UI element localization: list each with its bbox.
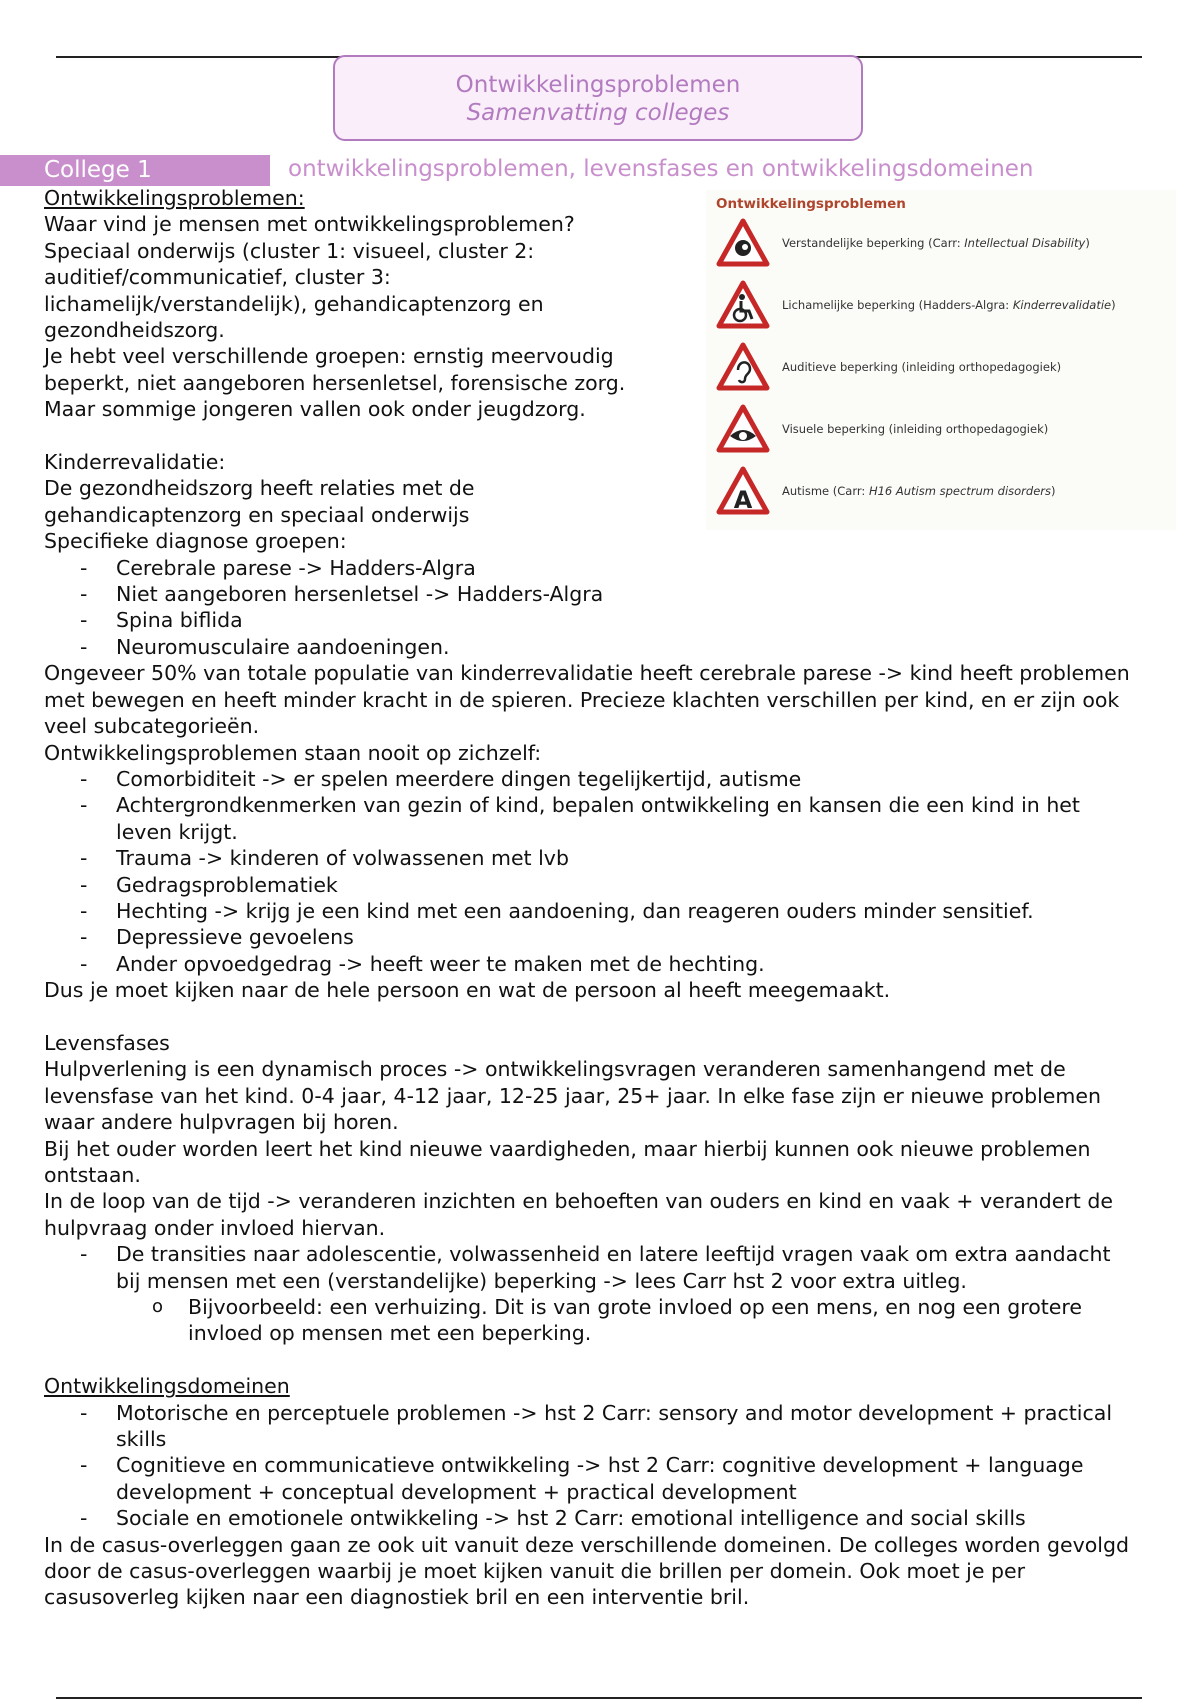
svg-text:A: A [733, 486, 753, 514]
list-item: - Cognitieve en communicatieve ontwikkeling -> hst 2 Carr: cognitive development + language development + conceptual development + practical development [44, 1452, 1134, 1505]
paragraph: Ontwikkelingsproblemen staan nooit op zichzelf: [44, 740, 542, 765]
list-item: - Neuromusculaire aandoeningen. [44, 634, 1134, 660]
figure-label-intellectual: Verstandelijke beperking (Carr: Intellectual Disability) [782, 236, 1090, 250]
paragraph: In de casus-overleggen gaan ze ook uit vanuit deze verschillende domeinen. De colleges worden gevolgd door de casus-overleggen waarbij je moet kijken vanuit die brillen per domein. Ook moet je per casusoverleg kijken naar een diagnostiek bril en een interventie bril. [44, 1532, 1130, 1610]
section-heading-levensfases: Levensfases [44, 1030, 170, 1055]
paragraph: In de loop van de tijd -> veranderen inzichten en behoeften van ouders en kind en vaak + verandert de hulpvraag onder invloed hiervan. [44, 1189, 1113, 1240]
paragraph: Hulpverlening is een dynamisch proces -> ontwikkelingsvragen veranderen samenhangend met de levensfase van het kind. 0-4 jaar, 4-12 jaar, 12-25 jaar, 25+ jaar. In elke fase zijn er nieuwe problemen waar andere hulpvragen bij horen. [44, 1057, 1101, 1135]
paragraph: Waar vind je mensen met ontwikkelingsproblemen? [44, 212, 575, 237]
paragraph-line: gezondheidszorg. [44, 318, 225, 343]
diagnosis-list [44, 555, 1134, 661]
section-heading-ontwikkelingsdomeinen: Ontwikkelingsdomeinen [44, 1374, 290, 1399]
list-item: - Hechting -> krijg je een kind met een aandoening, dan reageren ouders minder sensitief. [44, 898, 1134, 924]
paragraph-line: auditief/communicatief, cluster 3: [44, 265, 391, 290]
list-item: - Trauma -> kinderen of volwassenen met lvb [44, 845, 1134, 871]
paragraph: Bij het ouder worden leert het kind nieuwe vaardigheden, maar hierbij kunnen ook nieuwe problemen ontstaan. [44, 1136, 1091, 1187]
list-item: - Depressieve gevoelens [44, 924, 1134, 950]
factors-list [44, 766, 1134, 977]
list-item: - Niet aangeboren hersenletsel -> Hadders-Algra [44, 581, 1134, 607]
figure-title: Ontwikkelingsproblemen [716, 196, 906, 212]
example-sublist [44, 1294, 1134, 1347]
paragraph-line: Je hebt veel verschillende groepen: ernstig meervoudig [44, 344, 614, 369]
college-tab: College 1 [0, 155, 270, 186]
list-item: - Cerebrale parese -> Hadders-Algra [44, 555, 1134, 581]
list-item: - Gedragsproblematiek [44, 872, 1134, 898]
paragraph-line: gehandicaptenzorg en speciaal onderwijs [44, 502, 470, 527]
list-item: - Ander opvoedgedrag -> heeft weer te maken met de hechting. [44, 951, 1134, 977]
paragraph: Specifieke diagnose groepen: [44, 529, 347, 554]
bottom-rule [56, 1697, 1142, 1699]
title-box [333, 55, 863, 141]
document-body [44, 185, 1134, 1611]
paragraph: Maar sommige jongeren vallen ook onder jeugdzorg. [44, 397, 586, 422]
list-item: - Spina biflida [44, 607, 1134, 633]
paragraph-line: De gezondheidszorg heeft relaties met de [44, 476, 475, 501]
document-subtitle: Samenvatting colleges [466, 100, 730, 126]
sublist-item: o Bijvoorbeeld: een verhuizing. Dit is van grote invloed op een mens, en nog een grotere invloed op mensen met een beperking. [44, 1294, 1134, 1347]
list-item: - De transities naar adolescentie, volwassenheid en latere leeftijd vragen vaak om extra aandacht bij mensen met een (verstandelijke) beperking -> lees Carr hst 2 voor extra uitleg. [44, 1241, 1134, 1294]
figure-label-auditory: Auditieve beperking (inleiding orthopedagogiek) [782, 360, 1062, 374]
section-heading-kinderrevalidatie: Kinderrevalidatie: [44, 450, 226, 475]
figure-label-autism: Autisme (Carr: H16 Autism spectrum disorders) [782, 484, 1056, 498]
paragraph-line: lichamelijk/verstandelijk), gehandicaptenzorg en [44, 291, 544, 316]
list-item: - Comorbiditeit -> er spelen meerdere dingen tegelijkertijd, autisme [44, 766, 1134, 792]
paragraph: Dus je moet kijken naar de hele persoon en wat de persoon al heeft meegemaakt. [44, 978, 891, 1003]
section-heading-ontwikkelingsproblemen: Ontwikkelingsproblemen: [44, 186, 305, 210]
domains-list [44, 1400, 1134, 1532]
document-title: Ontwikkelingsproblemen [455, 72, 741, 98]
list-item: - Sociale en emotionele ontwikkeling -> hst 2 Carr: emotional intelligence and social skills [44, 1505, 1134, 1531]
paragraph: Ongeveer 50% van totale populatie van kinderrevalidatie heeft cerebrale parese -> kind heeft problemen met bewegen en heeft minder kracht in de spieren. Precieze klachten verschillen per kind, en er zijn ook veel subcategorieën. [44, 661, 1130, 739]
paragraph-line: beperkt, niet aangeboren hersenletsel, forensische zorg. [44, 370, 626, 395]
figure-label-physical: Lichamelijke beperking (Hadders-Algra: Kinderrevalidatie) [782, 298, 1116, 312]
transitions-list [44, 1241, 1134, 1294]
figure-label-visual: Visuele beperking (inleiding orthopedagogiek) [782, 422, 1049, 436]
list-item: - Achtergrondkenmerken van gezin of kind, bepalen ontwikkeling en kansen die een kind in het leven krijgt. [44, 792, 1134, 845]
list-item: - Motorische en perceptuele problemen -> hst 2 Carr: sensory and motor development + practical skills [44, 1400, 1134, 1453]
college-topic: ontwikkelingsproblemen, levensfases en ontwikkelingsdomeinen [288, 156, 1034, 182]
paragraph-line: Speciaal onderwijs (cluster 1: visueel, cluster 2: [44, 238, 535, 263]
